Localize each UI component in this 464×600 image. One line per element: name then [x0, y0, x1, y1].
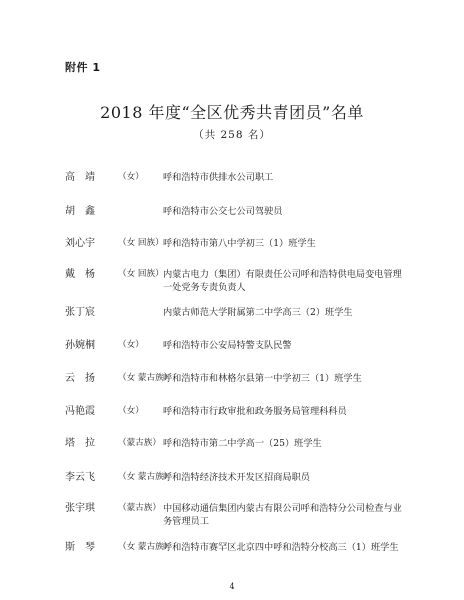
member-unit: 内蒙古电力（集团）有限责任公司呼和浩特供电局变电管理一处党务专责负责人 — [163, 269, 402, 293]
member-gender-ethnicity: （女） — [118, 340, 144, 350]
member-unit: 呼和浩特市和林格尔县第一中学初三（1）班学生 — [163, 373, 362, 384]
member-name: 张宇琪 — [65, 503, 95, 514]
member-unit: 呼和浩特市行政审批和政务服务局管理科科员 — [163, 406, 347, 417]
document-title: 2018 年度“全区优秀共青团员”名单 — [100, 103, 364, 122]
attachment-label: 附件 1 — [65, 61, 101, 74]
member-unit: 呼和浩特市第二中学高一（25）班学生 — [163, 438, 322, 449]
member-gender-ethnicity: （女） — [118, 406, 144, 416]
member-gender-ethnicity: （蒙古族） — [118, 438, 161, 448]
member-name: 胡 鑫 — [65, 206, 95, 217]
member-name: 塔 拉 — [65, 438, 95, 449]
member-unit: 呼和浩特市第八中学初三（1）班学生 — [163, 238, 316, 249]
member-name: 高 靖 — [65, 172, 95, 183]
member-unit: 呼和浩特市赛罕区北京四中呼和浩特分校高三（1）班学生 — [163, 542, 399, 553]
member-gender-ethnicity: （女 蒙古族） — [118, 542, 173, 552]
member-name: 李云飞 — [65, 472, 95, 483]
member-unit: 内蒙古师范大学附属第二中学高三（2）班学生 — [163, 307, 353, 318]
member-unit: 中国移动通信集团内蒙古有限公司呼和浩特分公司检查与业务管理员工 — [163, 503, 402, 527]
member-gender-ethnicity: （女 蒙古族） — [118, 472, 173, 482]
member-unit: 呼和浩特经济技术开发区招商局职员 — [163, 472, 310, 483]
member-name: 斯 琴 — [65, 542, 95, 553]
member-name: 冯艳霞 — [65, 406, 95, 417]
member-gender-ethnicity: （女） — [118, 172, 144, 182]
member-gender-ethnicity: （女 回族） — [118, 269, 164, 279]
member-unit: 呼和浩特市公安局特警支队民警 — [163, 340, 292, 351]
page-number: 4 — [229, 582, 235, 591]
member-name: 张丁宸 — [65, 307, 95, 318]
member-gender-ethnicity: （女 蒙古族） — [118, 373, 173, 383]
member-unit: 呼和浩特市公交七公司驾驶员 — [163, 206, 283, 217]
member-gender-ethnicity: （蒙古族） — [118, 503, 161, 513]
member-name: 孙婉桐 — [65, 340, 95, 351]
member-gender-ethnicity: （女 回族） — [118, 238, 164, 248]
document-subtitle: （共 258 名） — [193, 129, 271, 141]
member-name: 刘心宇 — [65, 238, 95, 249]
member-name: 戴 杨 — [65, 269, 95, 280]
member-name: 云 扬 — [65, 373, 95, 384]
member-unit: 呼和浩特市供排水公司职工 — [163, 172, 274, 183]
